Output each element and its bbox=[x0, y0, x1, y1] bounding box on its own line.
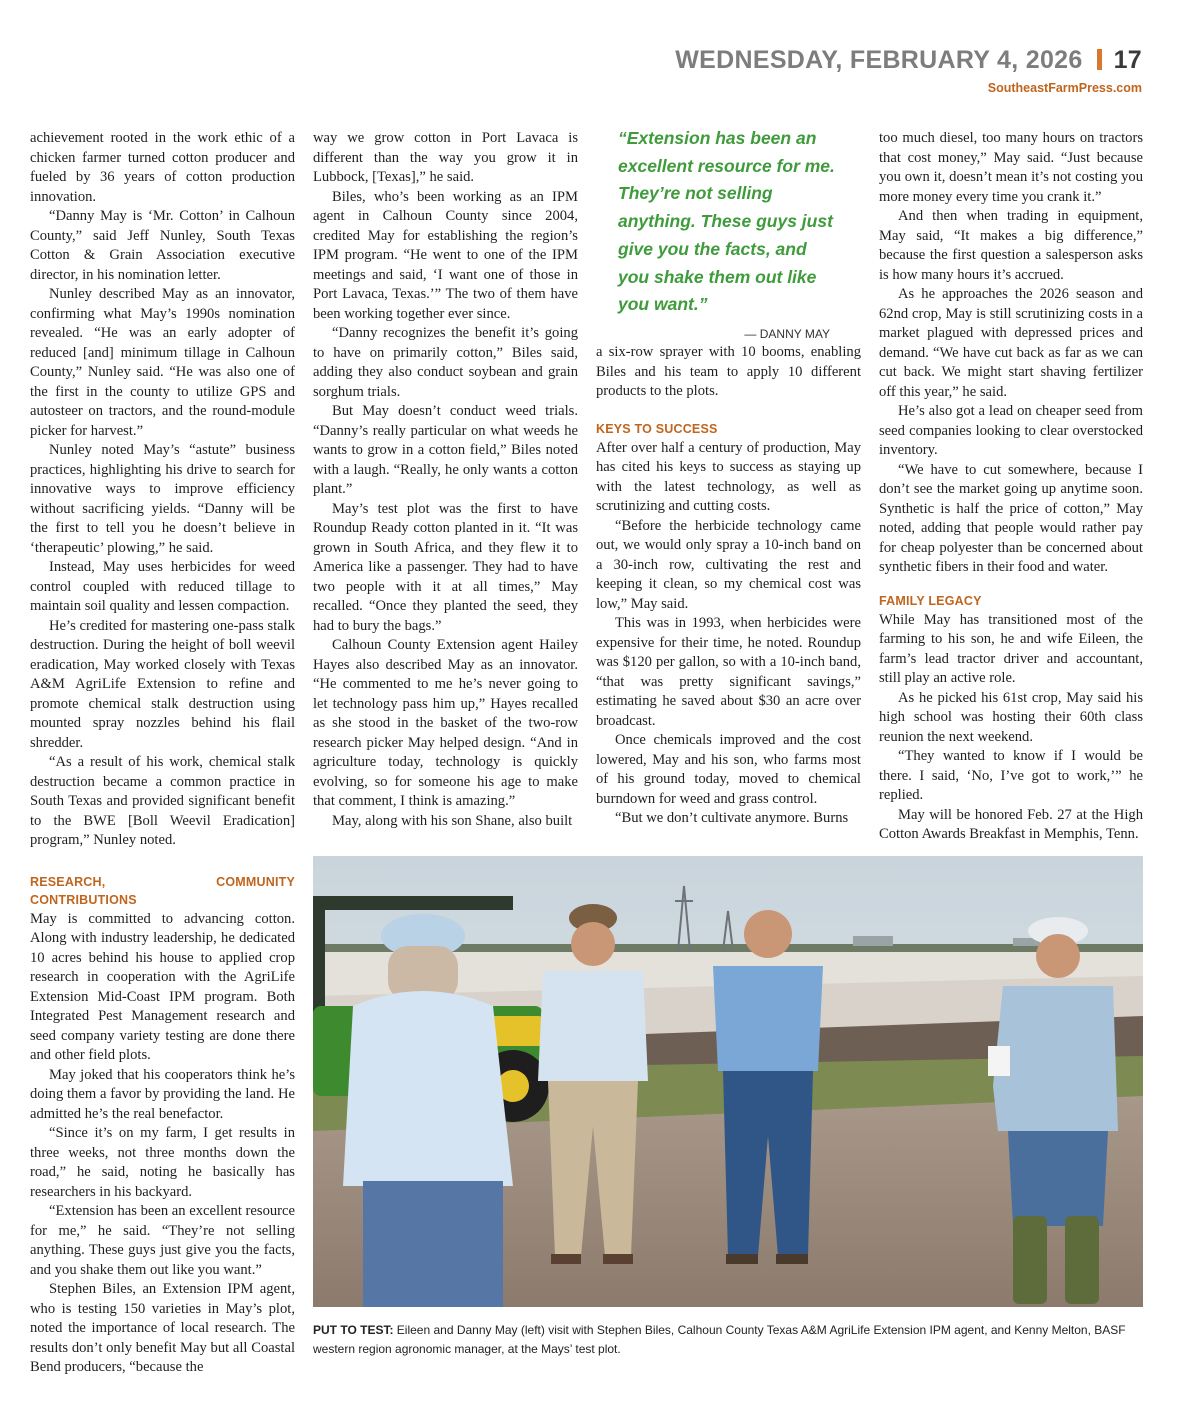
folio bbox=[675, 46, 1142, 75]
paragraph: May joked that his cooperators think he’s doing them a favor by providing the land. He admitted he’s the real benefactor. bbox=[30, 1066, 295, 1122]
section-subhead: FAMILY LEGACY bbox=[879, 593, 982, 608]
distant-building bbox=[853, 936, 893, 946]
article-column-1 bbox=[30, 129, 295, 1378]
photo-illustration bbox=[313, 856, 1143, 1307]
pull-quote-text: “Extension has been an excellent resource for me. They’re not selling anything. These guys just give you the facts, and you shake them out like you want.” bbox=[618, 128, 835, 315]
paragraph: “They wanted to know if I would be there. I said, ‘No, I’ve got to work,’” he replied. bbox=[879, 748, 1143, 803]
site-url: SoutheastFarmPress.com bbox=[987, 81, 1142, 95]
paragraph: “Since it’s on my farm, I get results in three weeks, not three months down the road,” he said, noting he basically has researchers in his backyard. bbox=[30, 1125, 295, 1200]
caption-label: PUT TO TEST: bbox=[313, 1323, 394, 1337]
paragraph: too much diesel, too many hours on tractors that cost money,” May said. “Just because you own it, doesn’t mean it’s not costing you more money every time you crank it.” bbox=[879, 130, 1143, 205]
paragraph: achievement rooted in the work ethic of a chicken farmer turned cotton producer and fueled by 36 years of cotton production innovation. bbox=[30, 130, 295, 205]
paragraph: May will be honored Feb. 27 at the High Cotton Awards Breakfast in Memphis, Tenn. bbox=[879, 806, 1143, 842]
paragraph: Biles, who’s been working as an IPM agent in Calhoun County since 2004, credited May for establishing the region’s IPM program. “He went to one of the IPM meetings and said, ‘I want one of those in Port Lavaca, Texas.’” The two of them have been working together ever since. bbox=[313, 188, 578, 322]
paragraph: a six-row sprayer with 10 booms, enabling Biles and his team to apply 10 different products to the plots. bbox=[596, 344, 861, 399]
paragraph: Instead, May uses herbicides for weed control coupled with reduced tillage to maintain soil quality and lessen compaction. bbox=[30, 559, 295, 614]
paragraph: May, along with his son Shane, also built bbox=[332, 812, 573, 829]
pull-quote-attribution: — DANNY MAY bbox=[744, 326, 830, 341]
paragraph: Nunley noted May’s “astute” business practices, highlighting his drive to search for innovative ways to improve efficiency without sacrificing yields. “Danny will be the first to tell you he doesn’t believe in ‘therapeutic’ plowing,” he said. bbox=[30, 442, 295, 556]
photo-caption bbox=[313, 1321, 1143, 1359]
paragraph: This was in 1993, when herbicides were expensive for their time, he noted. Roundup was $120 per gallon, so with a 10-inch band, “that was pretty significant savings,” estimating he saved about $30 an acre over broadcast. bbox=[596, 615, 861, 729]
paragraph: Once chemicals improved and the cost lowered, May and his son, who farms most of his ground today, moved to chemical burndown for weed and grass control. bbox=[596, 732, 861, 807]
issue-date: WEDNESDAY, FEBRUARY 4, 2026 bbox=[675, 46, 1083, 74]
paragraph: He’s credited for mastering one-pass stalk destruction. During the height of boll weevil eradication, May worked closely with Texas A&M AgriLife Extension to refine and promote chemical stalk destruction using mounted spray nozzles behind his flail shredder. bbox=[30, 617, 295, 751]
paragraph: He’s also got a lead on cheaper seed from seed companies looking to clear overstocked inventory. bbox=[879, 403, 1143, 458]
paragraph: Stephen Biles, an Extension IPM agent, who is testing 150 varieties in May’s plot, noted the importance of local research. The results don’t only benefit May but all Coastal Bend producers, “because the bbox=[30, 1281, 295, 1375]
paragraph: Calhoun County Extension agent Hailey Hayes also described May as an innovator. “He commented to me he’s never going to let technology pass him up,” Hayes recalled as she stood in the basket of the two-row research picker May helped design. “And in agriculture today, technology is quickly evolving, so for someone his age to make that comment, I think is amazing.” bbox=[313, 637, 578, 809]
paragraph: May is committed to advancing cotton. Along with industry leadership, he dedicated 10 acres behind his house to applied crop research in cooperation with the AgriLife Extension Mid-Coast IPM program. Both Integrated Pest Management research and seed company variety testing are done there and other field plots. bbox=[30, 910, 295, 1063]
paragraph: “Danny May is ‘Mr. Cotton’ in Calhoun County,” said Jeff Nunley, South Texas Cotton & Grain Association executive director, in his nomination letter. bbox=[30, 208, 295, 283]
pull-quote bbox=[618, 125, 840, 341]
article-column-3 bbox=[596, 343, 861, 829]
paragraph: And then when trading in equipment, May said, “It makes a big difference,” because the first question a salesperson asks is how many hours it’s accrued. bbox=[879, 208, 1143, 283]
section-subhead: RESEARCH, COMMUNITY CONTRIBUTIONS bbox=[30, 874, 295, 907]
caption-text: Eileen and Danny May (left) visit with Stephen Biles, Calhoun County Texas A&M AgriLife Extension IPM agent, and Kenny Melton, BASF western region agronomic manager, at the Mays’ test plot. bbox=[313, 1323, 1126, 1356]
paragraph: As he approaches the 2026 season and 62nd crop, May is still scrutinizing costs in a market plagued with depressed prices and demand. “We have cut back as far as we can cut back. We might start shaving fertilizer off this year,” he said. bbox=[879, 286, 1143, 400]
article-photo bbox=[313, 856, 1143, 1307]
paragraph: way we grow cotton in Port Lavaca is different than the way you grow it in Lubbock, [Texas],” he said. bbox=[313, 130, 578, 185]
paragraph: While May has transitioned most of the farming to his son, he and wife Eileen, the farm’s lead tractor driver and accountant, still play an active role. bbox=[879, 611, 1143, 686]
paragraph: But May doesn’t conduct weed trials. “Danny’s really particular on what weeds he wants to grow in a cotton field,” Biles noted with a laugh. “Really, he only wants a cotton plant.” bbox=[313, 403, 578, 497]
paragraph: “As a result of his work, chemical stalk destruction became a common practice in South Texas and provided significant benefit to the BWE [Boll Weevil Eradication] program,” Nunley noted. bbox=[30, 754, 295, 848]
paragraph: “Extension has been an excellent resource for me,” he said. “They’re not selling anything. These guys just give you the facts, and you shake them out like you want.” bbox=[30, 1203, 295, 1278]
page-number: 17 bbox=[1113, 46, 1142, 74]
paragraph: “Danny recognizes the benefit it’s going to have on primarily cotton,” Biles said, adding they also conduct soybean and grain sorghum trials. bbox=[313, 325, 578, 400]
paragraph: May’s test plot was the first to have Roundup Ready cotton planted in it. “It was grown in South Africa, and they flew it to America like a passenger. They had to have two people with it at all times,” May recalled. “Once they planted the seed, they had to bury the bags.” bbox=[313, 500, 578, 634]
paragraph: “We have to cut somewhere, because I don’t see the market going up anytime soon. Synthetic is half the price of cotton,” May noted, adding that people would rather pay for cheap polyester than be concerned about synthetic fibers in their food and water. bbox=[879, 461, 1143, 575]
paragraph: Nunley described May as an innovator, confirming what May’s 1990s nomination revealed. “He was an early adopter of reduced [and] minimum tillage in Calhoun County,” Nunley said. “He was also one of the first in the county to utilize GPS and autosteer on tractors, and the round-module picker for harvest.” bbox=[30, 286, 295, 439]
article-column-2 bbox=[313, 129, 578, 831]
folio-separator bbox=[1097, 49, 1102, 70]
article-column-4 bbox=[879, 129, 1143, 845]
page-header bbox=[675, 46, 1142, 95]
paragraph: After over half a century of production, May has cited his keys to success as staying up with the latest technology, as well as scrutinizing and cutting costs. bbox=[596, 439, 861, 514]
paragraph: As he picked his 61st crop, May said his high school was hosting their 60th class reunion the next weekend. bbox=[879, 689, 1143, 745]
section-subhead: KEYS TO SUCCESS bbox=[596, 421, 718, 436]
paragraph: “But we don’t cultivate anymore. Burns bbox=[615, 810, 849, 826]
paragraph: “Before the herbicide technology came out, we would only spray a 10-inch band on a 30-inch row, cultivating the rest and keeping it clean, so my chemical cost was low,” May said. bbox=[596, 517, 861, 612]
